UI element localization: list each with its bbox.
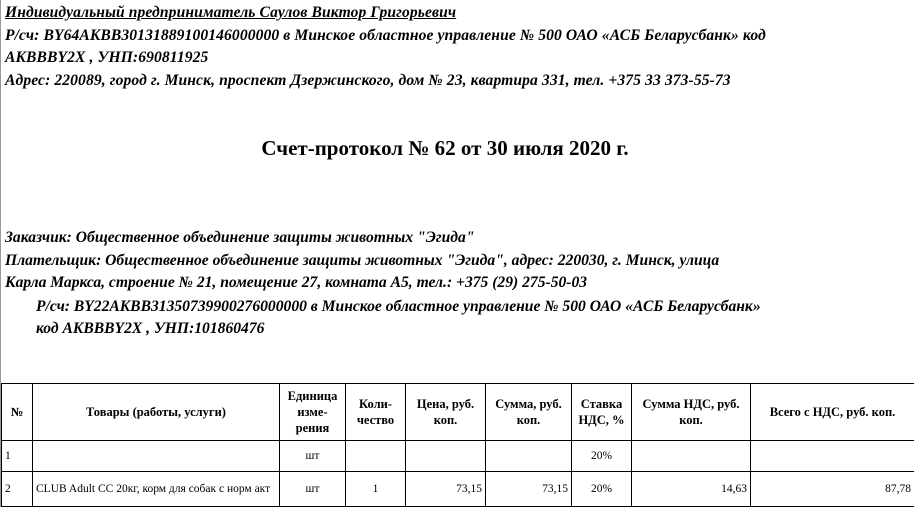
payer-line-2: Карла Маркса, строение № 21, помещение 27, комната А5, тел.: +375 (29) 275-50-03 [5,274,588,291]
row-goods [33,441,280,472]
row-vat-rate: 20% [572,472,632,507]
header-vat-sum: Сумма НДС, руб. коп. [632,384,751,441]
row-vat-sum [632,441,751,472]
row-price [406,441,486,472]
header-unit: Единица изме-рения [280,384,346,441]
table-row [2,472,914,507]
items-table [1,383,914,507]
row-num: 2 [2,472,33,507]
row-vat-sum: 14,63 [632,472,751,507]
header-price: Цена, руб. коп. [406,384,486,441]
document-title: Счет-протокол № 62 от 30 июля 2020 г. [261,136,629,160]
seller-address: Адрес: 220089, город г. Минск, проспект Дзержинского, дом № 23, квартира 331, тел. +375 33 373-55-73 [5,72,731,89]
row-total: 87,78 [751,472,914,507]
table-header-row [2,384,914,441]
row-sum: 73,15 [486,472,572,507]
header-goods: Товары (работы, услуги) [33,384,280,441]
row-goods: CLUB Adult CC 20кг, корм для собак с норм акт [33,472,280,507]
payer-line-1: Плательщик: Общественное объединение защиты животных "Эгида", адрес: 220030, г. Минск, улица [5,252,720,269]
header-sum: Сумма, руб. коп. [486,384,572,441]
row-num: 1 [2,441,33,472]
row-unit: шт [280,472,346,507]
seller-account-line-1: Р/сч: BY64AKBB30131889100146000000 в Минское областное управление № 500 ОАО «АСБ Беларусбанк» код [5,27,766,44]
header-qty: Коли-чество [346,384,406,441]
payer-account-line-2: код AKBBBY2X , УНП:101860476 [36,320,265,337]
table-row [2,441,914,472]
header-vat-rate: Ставка НДС, % [572,384,632,441]
seller-account-line-2: AKBBBY2X , УНП:690811925 [5,49,209,66]
entrepreneur-name: Индивидуальный предприниматель Саулов Виктор Григорьевич [5,4,457,21]
customer-line: Заказчик: Общественное объединение защиты животных "Эгида" [5,229,475,246]
payer-account-line-1: Р/сч: BY22AKBB31350739900276000000 в Минское областное управление № 500 ОАО «АСБ Беларусбанк» [36,298,761,315]
row-unit: шт [280,441,346,472]
row-vat-rate: 20% [572,441,632,472]
header-num: № [2,384,33,441]
header-total: Всего с НДС, руб. коп. [751,384,914,441]
row-qty [346,441,406,472]
row-sum [486,441,572,472]
row-total [751,441,914,472]
row-price: 73,15 [406,472,486,507]
row-qty: 1 [346,472,406,507]
